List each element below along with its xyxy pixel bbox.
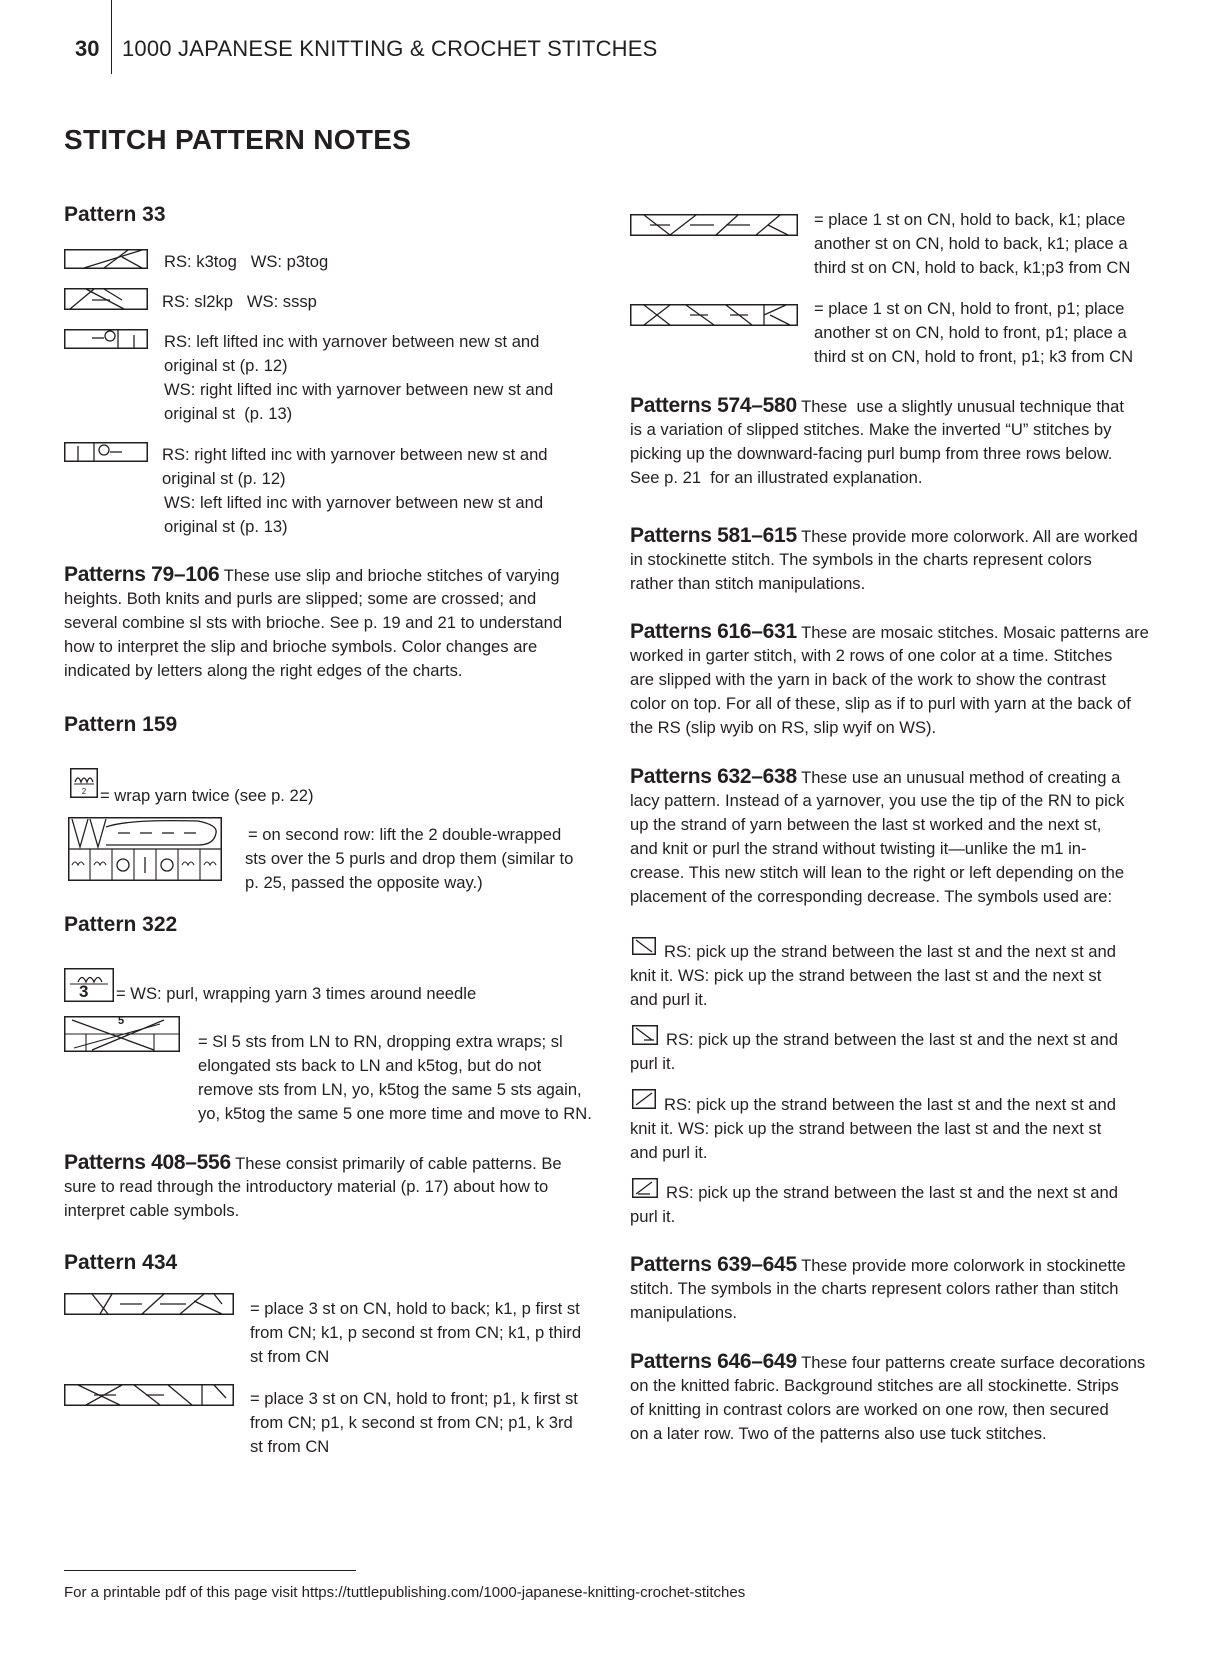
patterns-79-106-title: Patterns 79–106: [64, 563, 220, 586]
book-title: 1000 JAPANESE KNITTING & CROCHET STITCHES: [122, 36, 658, 61]
cable-1-back-text-2: another st on CN, hold to back, k1; place a: [814, 234, 1128, 253]
page-number: 30: [75, 36, 100, 61]
pick-up-knit-left-text: and purl it.: [630, 990, 708, 1009]
footer-note: For a printable pdf of this page visit https://tuttlepublishing.com/1000-japanese-knitting-crochet-stitches: [64, 1584, 746, 1601]
cable-1-back-symbol-icon: [630, 214, 798, 236]
patterns-632-638-para: Patterns 632–638 These use an unusual method of creating a: [630, 765, 1121, 788]
pick-up-knit-left-text: knit it. WS: pick up the strand between the last st and the next st: [630, 966, 1102, 985]
pick-up-purl-right-text: purl it.: [630, 1207, 676, 1226]
sl2kp-symbol-icon: [64, 288, 148, 310]
right-lifted-inc-symbol-icon: [64, 442, 148, 462]
sl5-text-3: remove sts from LN, yo, k5tog the same 5 sts again,: [198, 1080, 582, 1099]
patterns-574-580-line: is a variation of slipped stitches. Make the inverted “U” stitches by: [630, 420, 1112, 439]
cable-3-back-text-1: = place 3 st on CN, hold to back; k1, p first st: [250, 1299, 580, 1318]
pick-up-purl-right-text: RS: pick up the strand between the last st and the next st and: [666, 1183, 1118, 1202]
cable-1-front-text-3: third st on CN, hold to front, p1; k3 from CN: [814, 347, 1134, 366]
patterns-581-615-para: Patterns 581–615 These provide more colorwork. All are worked: [630, 524, 1138, 547]
patterns-574-580-line: See p. 21 for an illustrated explanation.: [630, 468, 923, 487]
pick-up-knit-right-icon: [632, 1089, 656, 1109]
right-lifted-inc-text-2: original st (p. 12): [162, 469, 286, 488]
sl5-text-2: elongated sts back to LN and k5tog, but do not: [198, 1056, 542, 1075]
cable-1-front-text-1: = place 1 st on CN, hold to front, p1; place: [814, 299, 1125, 318]
double-wrap-lift-text-3: p. 25, passed the opposite way.): [245, 873, 483, 892]
cable-3-back-text-2: from CN; k1, p second st from CN; k1, p third: [250, 1323, 582, 1342]
cable-3-back-symbol-icon: [64, 1293, 234, 1315]
cable-3-front-symbol-icon: [64, 1384, 234, 1406]
pick-up-purl-left-text: RS: pick up the strand between the last st and the next st and: [666, 1030, 1118, 1049]
wrap-3-times-text: = WS: purl, wrapping yarn 3 times around needle: [116, 984, 477, 1003]
patterns-616-631-line: worked in garter stitch, with 2 rows of one color at a time. Stitches: [630, 646, 1113, 665]
pattern-159-heading: Pattern 159: [64, 713, 178, 736]
patterns-408-556-para: Patterns 408–556 These consist primarily of cable patterns. Be: [64, 1151, 562, 1174]
left-lifted-inc-text-4: original st (p. 13): [164, 404, 293, 423]
patterns-616-631-para: Patterns 616–631 These are mosaic stitches. Mosaic patterns are: [630, 620, 1149, 643]
cable-3-front-text-2: from CN; p1, k second st from CN; p1, k 3rd: [250, 1413, 573, 1432]
patterns-646-649-line: on a later row. Two of the patterns also use tuck stitches.: [630, 1424, 1047, 1443]
double-wrap-lift-text-1: = on second row: lift the 2 double-wrapped: [248, 825, 562, 844]
patterns-79-106-line: how to interpret the slip and brioche symbols. Color changes are: [64, 637, 538, 656]
sl5-text-4: yo, k5tog the same 5 one more time and move to RN.: [198, 1104, 592, 1123]
wrap-twice-symbol-icon: [70, 768, 98, 798]
wrap-3-times-symbol-icon: [64, 968, 114, 1002]
patterns-639-645-para: Patterns 639–645 These provide more colorwork in stockinette: [630, 1253, 1126, 1276]
sl5-text-1: = Sl 5 sts from LN to RN, dropping extra wraps; sl: [198, 1032, 563, 1051]
svg-text:2: 2: [81, 787, 87, 796]
sl2kp-text: RS: sl2kp WS: sssp: [162, 292, 317, 311]
patterns-574-580-title: Patterns 574–580: [630, 394, 797, 417]
patterns-632-638-line: lacy pattern. Instead of a yarnover, you use the tip of the RN to pick: [630, 791, 1125, 810]
patterns-408-556-title: Patterns 408–556: [64, 1151, 231, 1174]
cable-3-front-text-1: = place 3 st on CN, hold to front; p1, k first st: [250, 1389, 578, 1408]
page-title: STITCH PATTERN NOTES: [64, 124, 412, 155]
cable-1-front-symbol-icon: [630, 304, 798, 326]
pattern-434-heading: Pattern 434: [64, 1251, 178, 1274]
patterns-632-638-line: crease. This new stitch will lean to the right or left depending on the: [630, 863, 1125, 882]
patterns-574-580-line: picking up the downward-facing purl bump from three rows below.: [630, 444, 1113, 463]
patterns-574-580-para: Patterns 574–580 These use a slightly unusual technique that: [630, 394, 1125, 417]
patterns-616-631-title: Patterns 616–631: [630, 620, 797, 643]
patterns-79-106-line: indicated by letters along the right edges of the charts.: [64, 661, 463, 680]
patterns-646-649-title: Patterns 646–649: [630, 1350, 797, 1373]
pick-up-knit-right-text: knit it. WS: pick up the strand between the last st and the next st: [630, 1119, 1102, 1138]
patterns-646-649-line: of knitting in contrast colors are worked on one row, then secured: [630, 1400, 1109, 1419]
left-lifted-inc-text-1: RS: left lifted inc with yarnover between new st and: [164, 332, 540, 351]
patterns-632-638-line: and knit or purl the strand without twisting it—unlike the m1 in-: [630, 839, 1087, 858]
right-lifted-inc-text-3: WS: left lifted inc with yarnover between new st and: [164, 493, 544, 512]
patterns-79-106-line: heights. Both knits and purls are slipped; some are crossed; and: [64, 589, 537, 608]
cable-1-back-text-1: = place 1 st on CN, hold to back, k1; place: [814, 210, 1126, 229]
pick-up-purl-left-icon: [632, 1025, 658, 1045]
patterns-639-645-line: manipulations.: [630, 1303, 738, 1322]
cable-1-front-text-2: another st on CN, hold to front, p1; place a: [814, 323, 1127, 342]
pick-up-purl-right-icon: [632, 1178, 658, 1198]
double-wrap-lift-text-2: sts over the 5 purls and drop them (similar to: [245, 849, 574, 868]
left-lifted-inc-text-2: original st (p. 12): [164, 356, 288, 375]
right-lifted-inc-text-1: RS: right lifted inc with yarnover between new st and: [162, 445, 548, 464]
footer-divider: [64, 1570, 356, 1571]
patterns-616-631-line: color on top. For all of these, slip as if to purl with yarn at the back of: [630, 694, 1131, 713]
k3tog-text: RS: k3tog WS: p3tog: [164, 252, 329, 271]
wrap-3-label: 3: [79, 982, 89, 1001]
sl5-symbol-icon: [64, 1016, 180, 1052]
pick-up-knit-right-text: and purl it.: [630, 1143, 708, 1162]
pick-up-knit-left-icon: [632, 937, 656, 955]
sl5-label: 5: [118, 1015, 125, 1027]
header-divider: [111, 0, 112, 74]
pick-up-knit-left-text: RS: pick up the strand between the last st and the next st and: [664, 942, 1116, 961]
patterns-581-615-line: rather than stitch manipulations.: [630, 574, 866, 593]
patterns-616-631-line: are slipped with the yarn in back of the work to show the contrast: [630, 670, 1106, 689]
patterns-639-645-line: stitch. The symbols in the charts represent colors rather than stitch: [630, 1279, 1119, 1298]
cable-3-back-text-3: st from CN: [250, 1347, 330, 1366]
patterns-632-638-line: up the strand of yarn between the last st worked and the next st,: [630, 815, 1102, 834]
patterns-646-649-para: Patterns 646–649 These four patterns create surface decorations: [630, 1350, 1146, 1373]
cable-1-back-text-3: third st on CN, hold to back, k1;p3 from CN: [814, 258, 1131, 277]
patterns-79-106-para: Patterns 79–106 These use slip and brioche stitches of varying: [64, 563, 560, 586]
patterns-581-615-title: Patterns 581–615: [630, 524, 797, 547]
left-lifted-inc-symbol-icon: [64, 329, 148, 349]
patterns-646-649-line: on the knitted fabric. Background stitches are all stockinette. Strips: [630, 1376, 1119, 1395]
patterns-408-556-line: interpret cable symbols.: [64, 1201, 240, 1220]
patterns-581-615-line: in stockinette stitch. The symbols in the charts represent colors: [630, 550, 1092, 569]
wrap-twice-text: = wrap yarn twice (see p. 22): [100, 786, 314, 805]
cable-3-front-text-3: st from CN: [250, 1437, 330, 1456]
patterns-639-645-title: Patterns 639–645: [630, 1253, 797, 1276]
patterns-79-106-line: several combine sl sts with brioche. See p. 19 and 21 to understand: [64, 613, 563, 632]
pick-up-purl-left-text: purl it.: [630, 1054, 676, 1073]
right-lifted-inc-text-4: original st (p. 13): [164, 517, 288, 536]
left-lifted-inc-text-3: WS: right lifted inc with yarnover between new st and: [164, 380, 554, 399]
patterns-408-556-line: sure to read through the introductory material (p. 17) about how to: [64, 1177, 549, 1196]
pattern-322-heading: Pattern 322: [64, 913, 178, 936]
patterns-632-638-line: placement of the corresponding decrease. The symbols used are:: [630, 887, 1113, 906]
pick-up-knit-right-text: RS: pick up the strand between the last st and the next st and: [664, 1095, 1116, 1114]
patterns-616-631-line: the RS (slip wyib on RS, slip wyif on WS).: [630, 718, 937, 737]
k3tog-symbol-icon: [64, 249, 148, 269]
pattern-33-heading: Pattern 33: [64, 203, 166, 226]
patterns-632-638-title: Patterns 632–638: [630, 765, 797, 788]
double-wrap-lift-chart-icon: [68, 817, 222, 881]
